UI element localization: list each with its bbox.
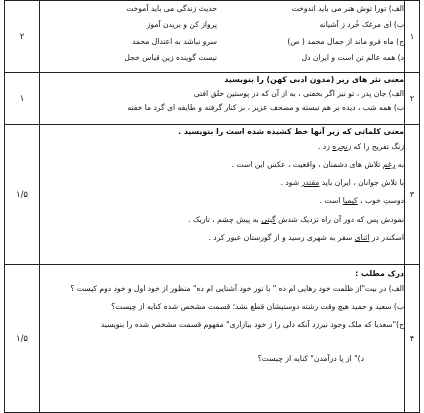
question-score: ۲ (5, 1, 40, 73)
question-score: ۱/۵ (5, 265, 40, 413)
underlined-word: گیتی (261, 214, 276, 224)
verse-hemistich: پرواز کن و بریدن آموز (146, 20, 217, 30)
prose-line: ب) همه شب ، دیده بر هم نبسته و مصحف عزیز ، بر کنار گرفته و طایفه ای گرد ما خفته (127, 102, 404, 112)
verse-hemistich: الف) تورا توش هنر می باید اندوخت (291, 4, 404, 13)
underlined-word: کیمیا (342, 196, 358, 206)
question-number: ۱ (405, 1, 420, 73)
exam-table (4, 0, 420, 413)
question-score: ۱ (5, 73, 40, 125)
question-content (40, 125, 405, 265)
vocab-line: زنگ تفریح را که زنجره زد . (317, 141, 404, 151)
comprehension-line: ب) سعید و حمید هیچ وقت رشته دوستیشان قطع نشد؛ قسمت مشخص شده کنایه از چیست؟ (111, 301, 404, 311)
vocab-line: با تلاش جوانان ، ایران باید مقتدر شود . (280, 178, 404, 188)
vocab-line: به رغم تلاش های دشمنان ، واقعیت ، عکس این است . (231, 159, 404, 169)
verse-hemistich: نیست گوینده زین قیاس خجل (124, 52, 217, 62)
question-row-1 (5, 1, 420, 73)
underlined-word: اثنای (354, 232, 370, 242)
question-content (40, 265, 405, 413)
question-content (40, 73, 405, 125)
question-number: ۲ (405, 73, 420, 125)
prose-line: الف) جان پدر ، تو نیز اگر بخفتی ، به از آن که در پوستین خلق افتی (193, 88, 404, 98)
question-number: ۳ (405, 125, 420, 265)
underlined-word: زنجره (332, 141, 352, 151)
verse-hemistich: ب) ای مرغک خُرد ز آشیانه (319, 20, 404, 30)
comprehension-line: ج)"سعدیا که ملک وجود نیرزد آنکه دلی را ز خود بیازاری" مفهوم قسمت مشخص شده را بنویسید (100, 320, 404, 330)
verse-hemistich: سرو نباشد به اعتدال محمد (131, 36, 217, 46)
vocab-line: اسکندر در اثنای سفر به شهری رسید و از گورستان عبور کرد . (208, 232, 404, 242)
verse-hemistich: حدیث زندگی می باید آموخت (126, 4, 217, 13)
verse-hemistich: ج) ماه فرو ماند از جمال محمد ( ص) (287, 36, 404, 46)
question-number: ۴ (405, 265, 420, 413)
comprehension-line: الف) در بیت"از ظلمت خود رهایی ام ده " با نور خود آشنایی ام ده" منظور از خود اول و خود دوم کیست ؟ (70, 283, 404, 293)
question-content (40, 1, 405, 73)
question-row-3 (5, 125, 420, 265)
comprehension-line: د)" از پا درآمدن" کنایه از چیست؟ (257, 354, 364, 364)
question-score: ۱/۵ (5, 125, 40, 265)
underlined-word: مقتدر (301, 178, 320, 188)
question-row-2 (5, 73, 420, 125)
underlined-word: رغم (382, 159, 396, 169)
vocab-line: دوستِ خوب ، کیمیا است . (319, 196, 404, 206)
question-heading: درک مطلب : (355, 269, 404, 278)
verse-hemistich: د) همه عالم تن است و ایران دل (301, 52, 404, 62)
question-row-4 (5, 265, 420, 413)
vocab-line: نمودش پس که دور آن راه نزدیک شدش گیتی به پیش چشم ، تاریک . (188, 214, 404, 224)
question-heading: معنی نثر های زیر (مدون ادبی کهن) را بنویسید (224, 75, 404, 84)
question-heading: معنی کلماتی که زیر آنها خط کشیده شده است را بنویسید . (178, 127, 404, 136)
